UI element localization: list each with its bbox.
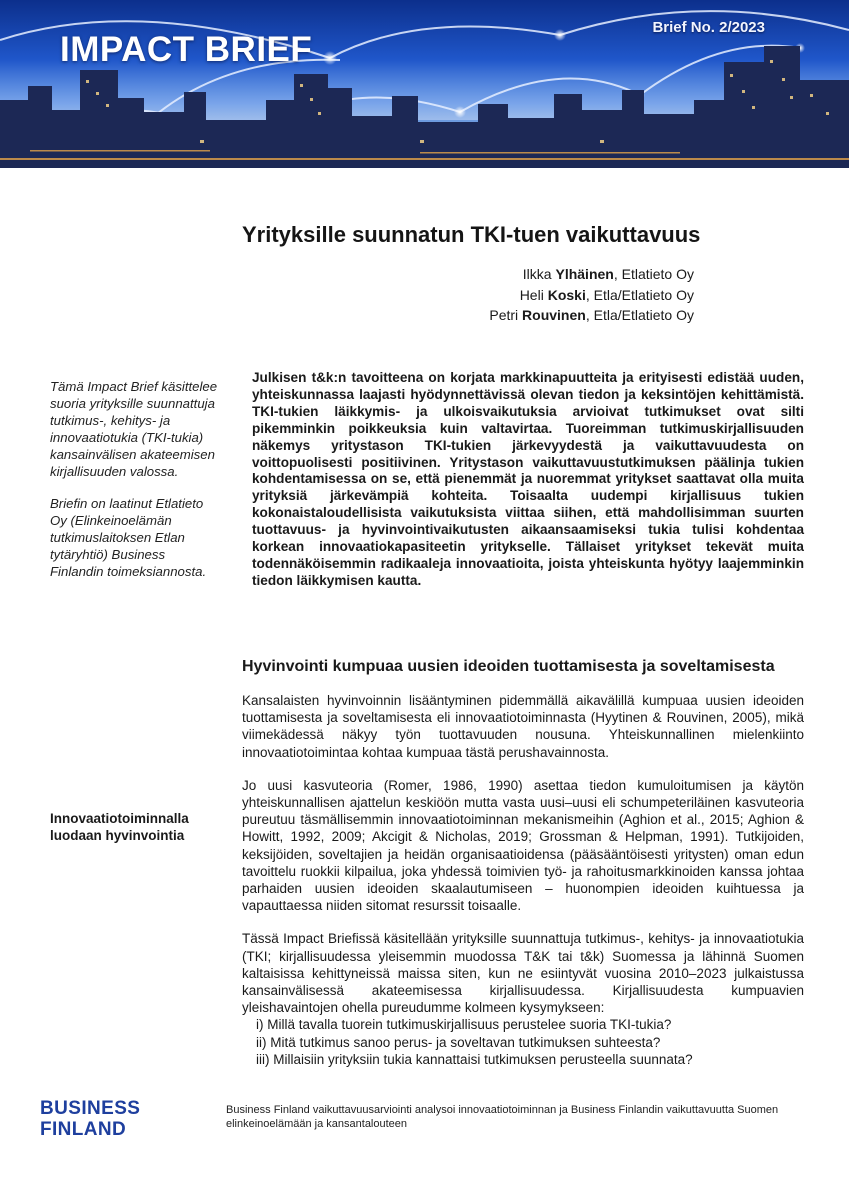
author-first-name: Heli	[519, 286, 544, 303]
author-affiliation: , Etla/Etlatieto Oy	[585, 286, 694, 303]
author-first-name: Petri	[489, 307, 519, 323]
author	[489, 285, 694, 306]
author-last-name: Ylhäinen	[555, 266, 614, 282]
question-item: iii) Millaisiin yrityksiin tukia kannattaisi tutkimuksen perusteella suunnata?	[256, 1051, 693, 1067]
author	[489, 305, 694, 326]
section-heading: Hyvinvointi kumpuaa uusien ideoiden tuottamisesta ja soveltamisesta	[242, 658, 775, 675]
question-item: ii) Mitä tutkimus sanoo perus- ja soveltavan tutkimuksen suhteesta?	[256, 1034, 661, 1050]
logo-line-2: FINLAND	[40, 1119, 127, 1140]
business-finland-logo	[40, 1098, 140, 1140]
author-last-name: Koski	[547, 286, 586, 303]
sidebar-intro: Tämä Impact Brief käsittelee suoria yrityksille suunnattuja tutkimus-, kehitys- ja innovaatiotukia (TKI-tukia) kansainvälisen akateemisen kirjallisuuden valossa.	[50, 379, 218, 479]
body-paragraph: Jo uusi kasvuteoria (Romer, 1986, 1990) asettaa tiedon kumuloitumisen ja käytön yhteiskunnallisen ajattelun keskiöön mutta vasta uusi–uusi eli schumpeteriläinen kasvuteoria pureutuu täsmällisemmin innovaatiotoiminnan mekanismeihin (Aghion et al., 2015; Aghion & Howitt, 1992, 2009; Akcigit & Nicholas, 2019; Grossman & Helpman, 1991). Tutkijoiden, keksijöiden, soveltajien ja heidän organisaatioidensa (pääsääntöisesti yritysten) oman edun tavoittelu ruokkii kilpailua, joka yhdessä toimivien työ- ja rahoitusmarkkinoiden kanssa johtaa parhaiden uusien ideoiden skaalautumiseen – huonompien ideoiden kuihtuessa ja vapauttaessa niiden sitomat resurssit toisaalle.	[242, 777, 804, 914]
footer-text: Business Finland vaikuttavuusarviointi analysoi innovaatiotoiminnan ja Business Finlandin vaikuttavuutta Suomen elinkeinoelämään ja kansantalouteen	[226, 1104, 779, 1130]
body-text	[242, 692, 804, 1068]
author-affiliation: , Etlatieto Oy	[613, 266, 694, 282]
author-first-name: Ilkka	[522, 266, 552, 282]
brief-number: Brief No. 2/2023	[652, 19, 765, 36]
header-banner	[0, 0, 849, 168]
side-heading: Innovaatiotoiminnalla luodaan hyvinvointia	[50, 811, 189, 843]
question-list	[242, 1016, 804, 1068]
banner-title: IMPACT BRIEF	[60, 30, 313, 69]
logo-line-1: BUSINESS	[40, 1098, 141, 1119]
body-paragraph: Kansalaisten hyvinvoinnin lisääntyminen pidemmällä aikavälillä kumpuaa uusien ideoiden tuottamisesta ja soveltamisesta eli innovaatiotoiminnasta (Hyytinen & Rouvinen, 2005), mikä viimekädessä näkyy työn tuottavuuden nousuna. Yhteiskunnallinen mielenkiinto innovaatiotoimintaa kohtaa kumpuaa tästä perushavainnosta.	[242, 693, 804, 760]
sidebar-note	[50, 378, 222, 595]
document-title: Yrityksille suunnatun TKI-tuen vaikuttavuus	[242, 222, 701, 247]
sidebar-credit: Briefin on laatinut Etlatieto Oy (Elinkeinoelämän tutkimuslaitoksen Etlan tytäryhtiö) Business Finlandin toimeksiannosta.	[50, 496, 207, 579]
author-last-name: Rouvinen	[522, 307, 586, 323]
abstract: Julkisen t&k:n tavoitteena on korjata markkinapuutteita ja erityisesti edistää uuden, yhteiskunnassa laajasti hyödynnettävissä olevan tiedon ja keksintöjen kehittämistä. TKI-tukien läikkymis- ja ulkoisvaikutuksia arvioivat tutkimukset ovat silti pikemminkin poikkeuksia kuin valtavirtaa. Tuoreimman tutkimuskirjallisuuden näkemys yritystason TKI-tukien järkevyydestä ja vaikuttavuudesta on voittopuolisesti positiivinen. Yritystason vaikuttavuustutkimuksen päälinja tukien kohdentamisessa on se, että pienemmät ja nuoremmat yritykset saattavat olla muita yrityksiä järkevämpiä kohteita. Toisaalta uudempi kirjallisuus tukien kokonaistaloudellisista vaikutuksista viittaa siihen, että mahdollisimman suurten tuottavuus- ja hyvinvointivaikutusten aikaansaamiseksi tukia tulisi kohdentaa korkean innovaatiokapasiteetin yritykselle. Tällaiset yritykset tekevät muita todennäköisemmin radikaaleja innovaatioita, joista yhteiskunta hyötyy laajemminkin tiedon läikkymisen kautta.	[252, 370, 804, 588]
author-list	[489, 264, 694, 326]
author-affiliation: , Etla/Etlatieto Oy	[585, 307, 694, 323]
question-item: i) Millä tavalla tuorein tutkimuskirjallisuus perustelee suoria TKI-tukia?	[256, 1017, 672, 1033]
body-paragraph: Tässä Impact Briefissä käsitellään yrityksille suunnattuja tutkimus-, kehitys- ja innovaatiotukia (TKI; kirjallisuudessa yleisemmin muodossa T&K tai t&k) Suomessa ja lähinnä Suomen kaltaisissa kehittyneissä maissa siten, kun ne esiintyvät vuosina 2010–2023 julkaistussa kansainvälisessä akateemisessa kirjallisuudessa. Kirjallisuudesta kumpuavien yleishavaintojen ohella pureudumme kolmeen kysymykseen:	[242, 931, 804, 1016]
author	[489, 264, 694, 285]
